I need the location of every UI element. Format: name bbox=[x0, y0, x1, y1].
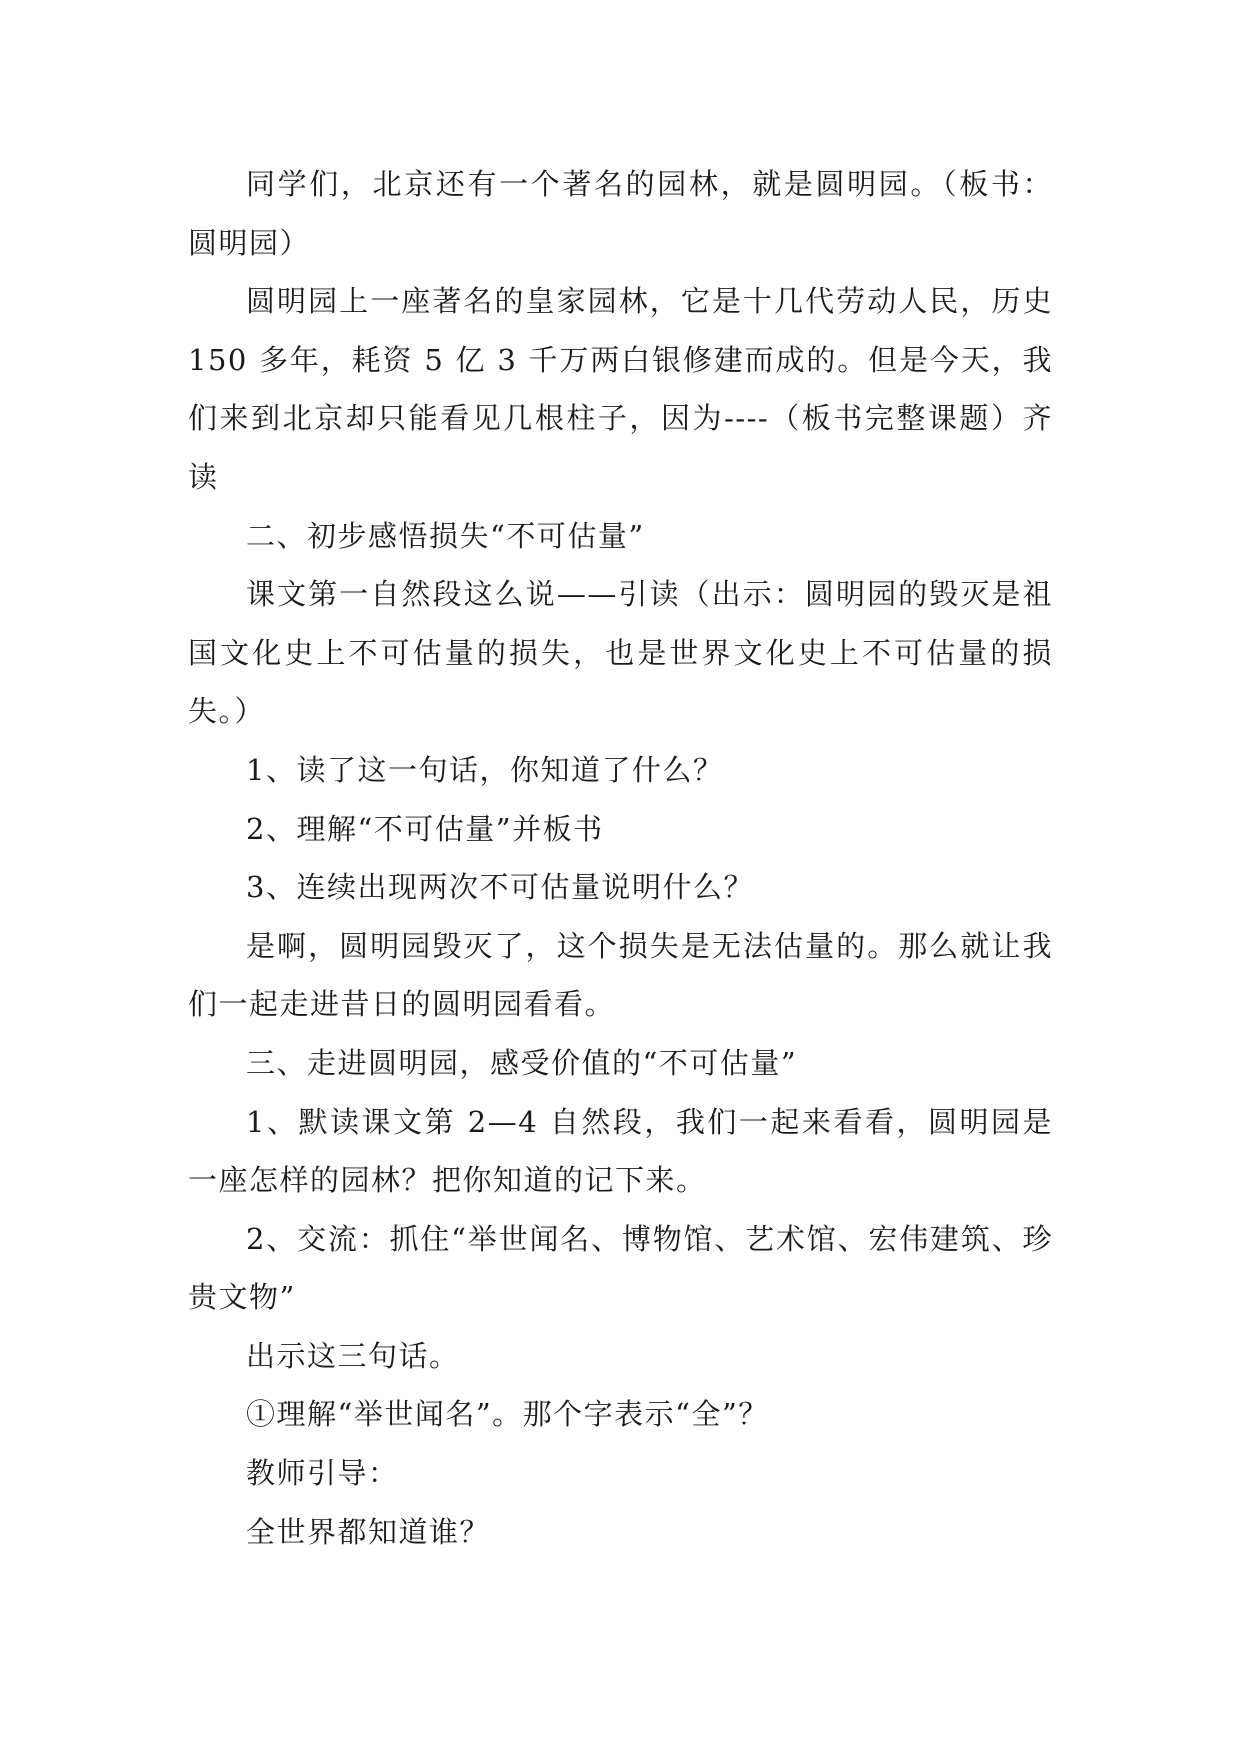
section-heading-3: 三、走进圆明园，感受价值的“不可估量” bbox=[246, 1045, 798, 1080]
question-1: 1、读了这一句话，你知道了什么？ bbox=[246, 752, 724, 787]
paragraph-first-section: 课文第一自然段这么说——引读（出示：圆明园的毁灭是祖国文化史上不可估量的损失，也是世界文化史上不可估量的损失。） bbox=[188, 577, 1053, 729]
document-body bbox=[188, 155, 1053, 1561]
section-heading-2: 二、初步感悟损失“不可估量” bbox=[246, 518, 645, 553]
paragraph-show-sentences: 出示这三句话。 bbox=[246, 1338, 460, 1373]
question-3: 3、连续出现两次不可估量说明什么？ bbox=[246, 870, 754, 905]
question-2: 2、理解“不可估量”并板书 bbox=[246, 811, 604, 846]
paragraph-history: 圆明园上一座著名的皇家园林，它是十几代劳动人民，历史 150 多年，耗资 5 亿 3 千万两白银修建而成的。但是今天，我们来到北京却只能看见几根柱子，因为----（板书完整课题）齐读 bbox=[188, 284, 1053, 494]
item-understand: ①理解“举世闻名”。那个字表示“全”？ bbox=[246, 1397, 769, 1432]
paragraph-intro: 同学们，北京还有一个著名的园林，就是圆明园。（板书：圆明园） bbox=[188, 167, 1053, 260]
teacher-question: 全世界都知道谁？ bbox=[246, 1514, 491, 1549]
teacher-guide-label: 教师引导： bbox=[246, 1456, 399, 1491]
task-2: 2、交流：抓住“举世闻名、博物馆、艺术馆、宏伟建筑、珍贵文物” bbox=[188, 1221, 1053, 1315]
paragraph-transition: 是啊，圆明园毁灭了，这个损失是无法估量的。那么就让我们一起走进昔日的圆明园看看。 bbox=[188, 928, 1053, 1022]
task-1: 1、默读课文第 2—4 自然段，我们一起来看看，圆明园是一座怎样的园林？把你知道的记下来。 bbox=[188, 1104, 1053, 1198]
